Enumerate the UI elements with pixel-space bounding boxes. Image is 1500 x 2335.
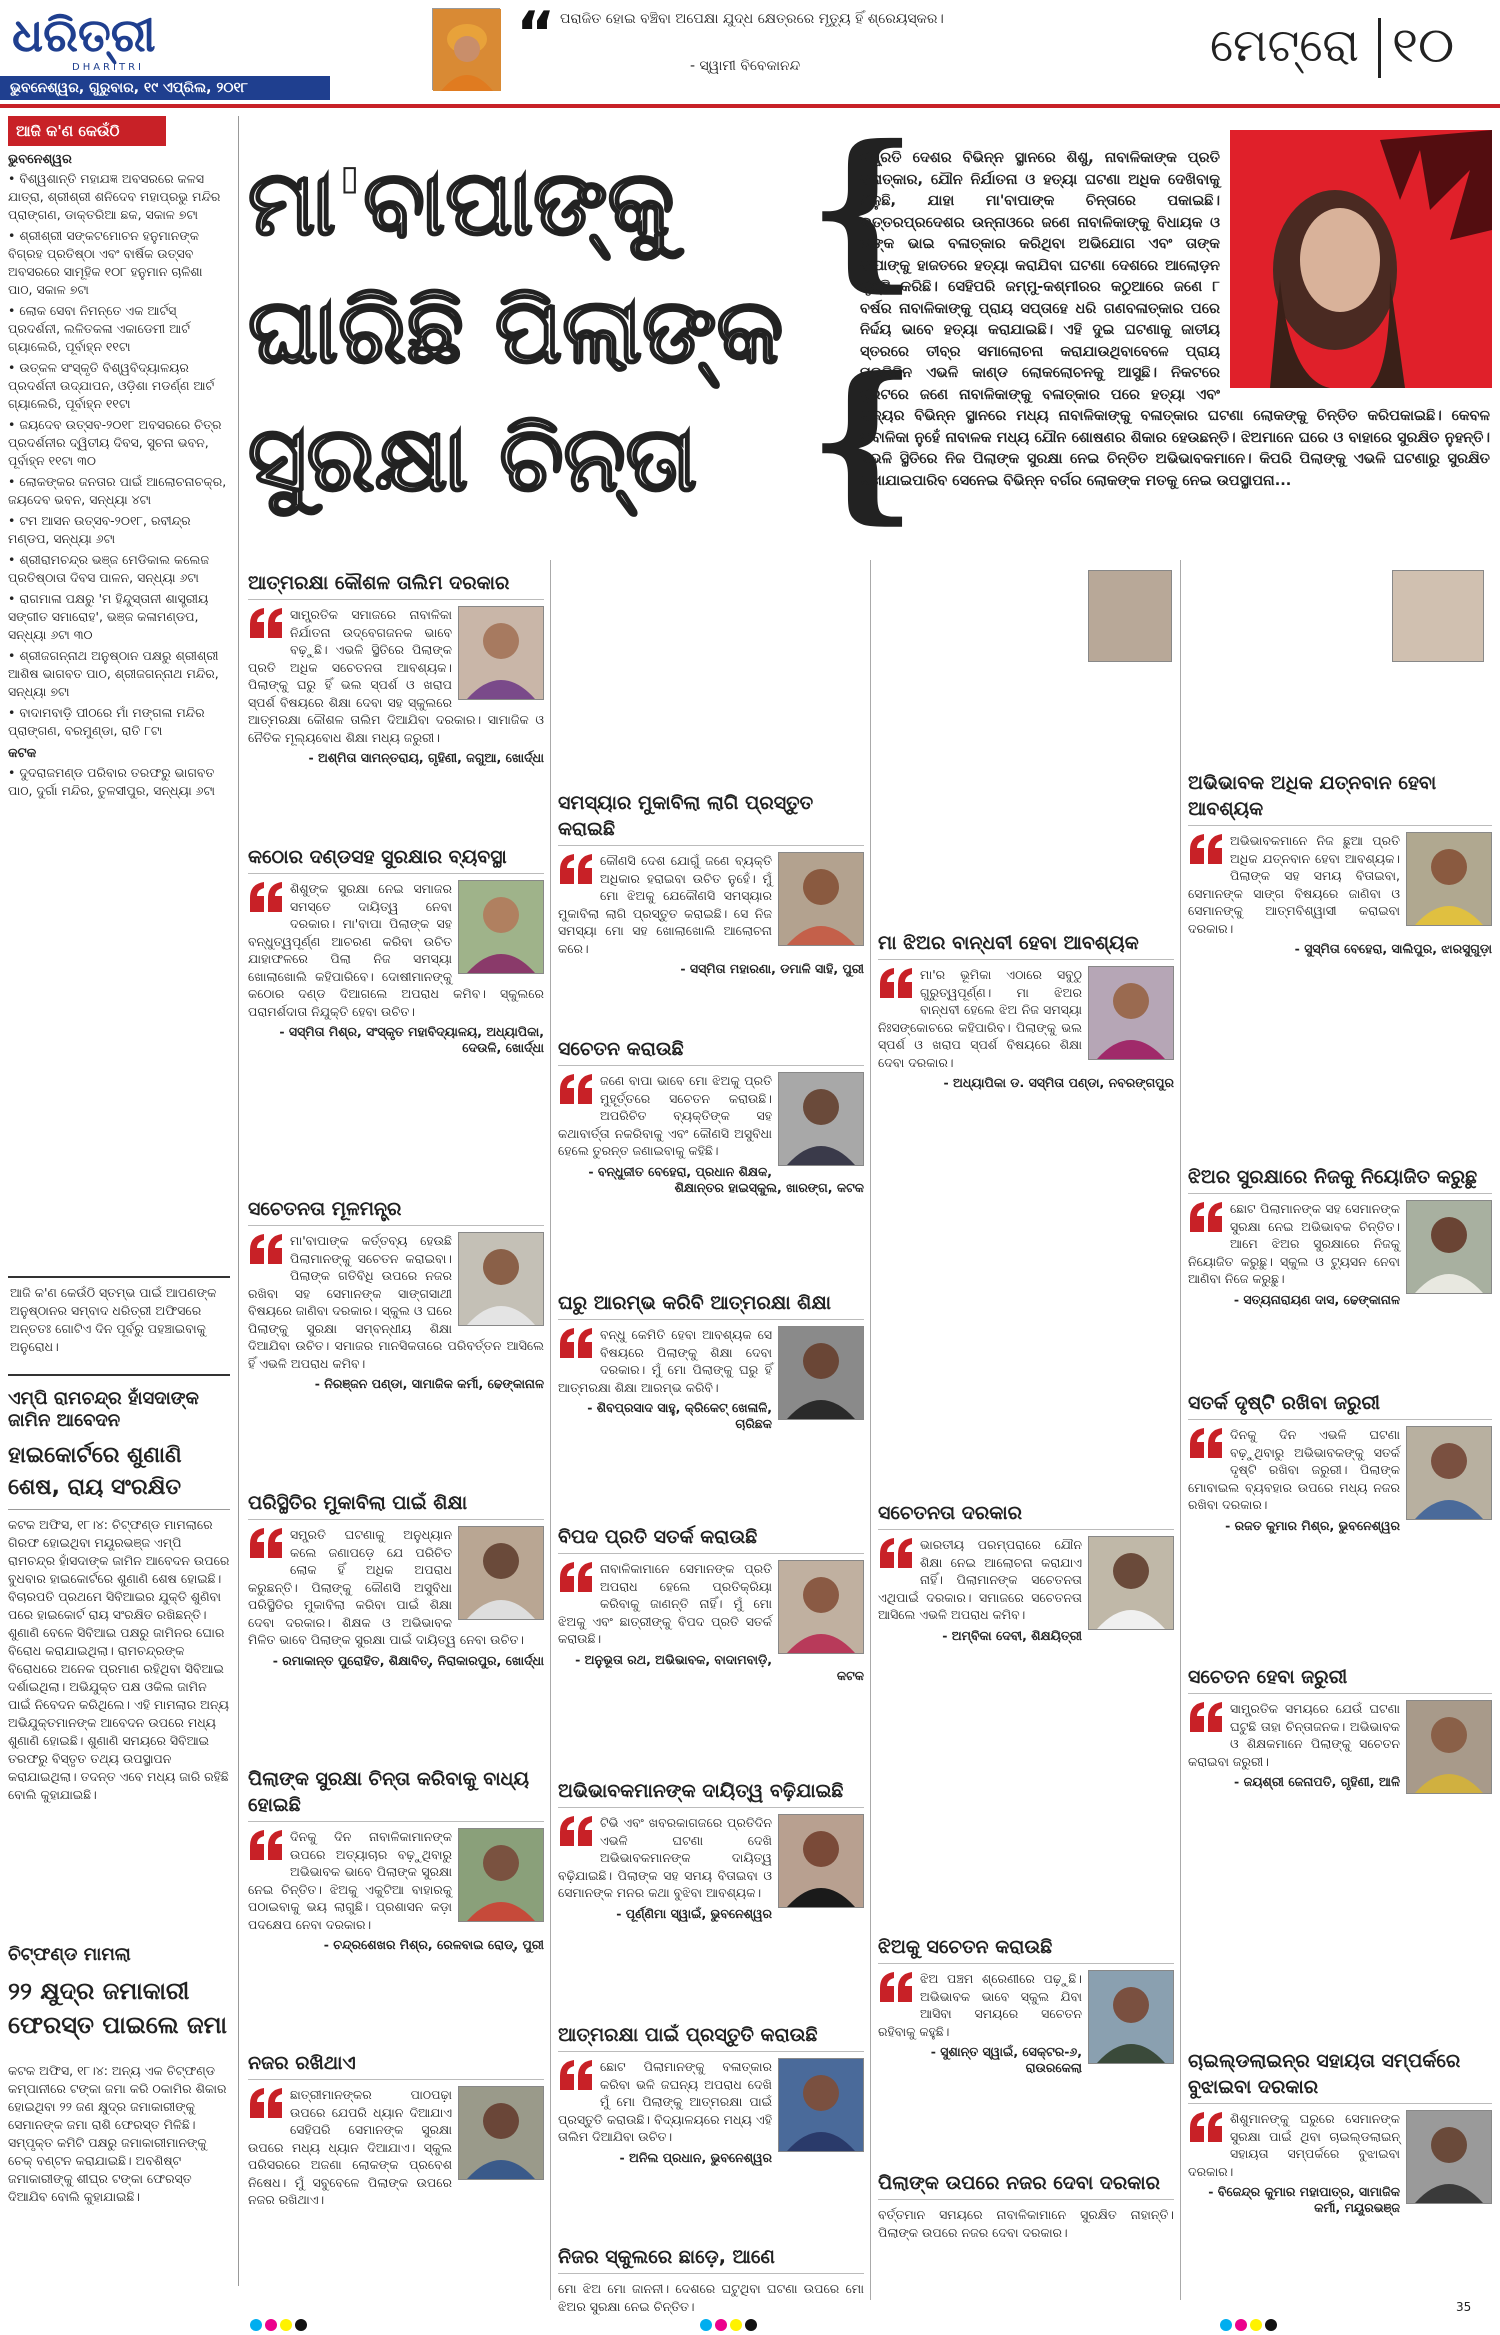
page-number: ୧୦: [1392, 16, 1455, 74]
events-city: ଭୁବନେଶ୍ୱର: [8, 152, 72, 167]
section-author: - ସୁଶାନ୍ତ ସ୍ୱାଇଁ, ସେକ୍ଟର-୬, ରାଉରକେଲା: [930, 2044, 1082, 2075]
section-author: - ଅଧ୍ୟାପିକା ଡ. ସସ୍ମିତା ପଣ୍ଡା, ନବରଙ୍ଗପୁର: [943, 1075, 1174, 1090]
event-item: • ବାଦାମବାଡ଼ି ପୀଠରେ ମାଁ ମଙ୍ଗଳା ମନ୍ଦିର ପ୍ରାଙ୍ଗଣ, ବରମୁଣ୍ଡା, ରାତି ୮ଟା: [8, 705, 205, 738]
side-story-headline: ହାଇକୋର୍ଟରେ ଶୁଣାଣି ଶେଷ, ରାୟ ସଂରକ୍ଷିତ: [8, 1440, 230, 1510]
opinion-section: [248, 1196, 544, 1486]
section-body: ମା'ବାପାଙ୍କ କର୍ତ୍ତବ୍ୟ ହେଉଛି ପିଲାମାନଙ୍କୁ ସଚେତନ କରାଇବା। ପିଲାଙ୍କ ଗତିବିଧି ଉପରେ ନଜର ରଖିବା ସହ ସେମାନଙ୍କ ସାଙ୍ଗସାଥୀ ବିଷୟରେ ଜାଣିବା ଦରକାର। ସ୍କୁଲ ଓ ଘରେ ପିଲାଙ୍କୁ ସୁରକ୍ଷା ସମ୍ବନ୍ଧୀୟ ଶିକ୍ଷା ଦିଆଯିବା ଉଚିତ। ସମାଜର ମାନସିକତାରେ ପରିବର୍ତ୍ତନ ଆସିଲେ ହିଁ ଏଭଳି ଅପରାଧ କମିବ।: [248, 1233, 544, 1371]
section-author: - ନିରଞ୍ଜନ ପଣ୍ଡା, ସାମାଜିକ କର୍ମୀ, ଢେଙ୍କାନାଳ: [314, 1376, 544, 1391]
quote-icon: [558, 1560, 594, 1600]
opinion-section: [1188, 2048, 1492, 2290]
contributor-photo: [1392, 570, 1484, 662]
event-item: • ବିଶ୍ୱଶାନ୍ତି ମହାଯଜ୍ଞ ଅବସରରେ କଳସ ଯାତ୍ରା, ଶ୍ରୀଶ୍ରୀ ଶନିଦେବ ମହାପ୍ରଭୁ ମନ୍ଦିର ପ୍ରାଙ୍ଗଣ, ଡାକ୍ତରିଆ ଛକ, ସକାଳ ୭ଟା: [8, 171, 221, 222]
contributor-photo: [778, 852, 864, 946]
quote-icon: [248, 880, 284, 920]
opinion-section: [558, 1036, 864, 1286]
section-author: - ସୁସ୍ମିତା ବେହେରା, ସାଲିପୁର, ଝାରସୁଗୁଡ଼ା: [1294, 941, 1492, 956]
side-story-headline: ୨୨ କ୍ଷୁଦ୍ର ଜମାକାରୀ ଫେରସ୍ତ ପାଇଲେ ଜମା: [8, 1977, 228, 2039]
quote-icon: [1188, 2110, 1224, 2150]
quote-icon: [558, 2058, 594, 2098]
contributor-photo: [1406, 1200, 1492, 1294]
section-title: ଚାଇଲ୍ଡଲାଇନ୍‌ର ସହାୟତା ସମ୍ପର୍କରେ ବୁଝାଇବା ଦରକାର: [1188, 2048, 1492, 2104]
section-author: - ଚନ୍ଦ୍ରଶେଖର ମିଶ୍ର, ରେଳବାଇ ରୋଡ୍, ପୁରୀ: [323, 1937, 544, 1952]
section-body: ମୋ ଝିଅ ମୋ ଜାନନୀ। ଦେଶରେ ଘଟୁଥିବା ଘଟଣା ଉପରେ ମୋ ଝିଅର ସୁରକ୍ଷା ନେଇ ଚିନ୍ତିତ।: [558, 2281, 864, 2314]
section-author: - ରମାକାନ୍ତ ପୁରୋହିତ, ଶିକ୍ଷାବିତ୍, ନିରାକାରପୁର, ଖୋର୍ଦ୍ଧା: [272, 1652, 544, 1668]
contributor-photo: [1406, 1426, 1492, 1520]
quote-icon: [1188, 1426, 1224, 1466]
opinion-section: [1188, 1390, 1492, 1660]
contributor-photo: [1406, 1700, 1492, 1794]
section-body: ସାମ୍ପ୍ରତିକ ସମାଜରେ ନାବାଳିକା ନିର୍ଯାତନା ଉଦ୍‌ବେଗଜନକ ଭାବେ ବଢ଼ୁଛି। ଏଭଳି ସ୍ଥିତିରେ ପିଲାଙ୍କ ପ୍ରତି ଅଧିକ ସଚେତନତା ଆବଶ୍ୟକ। ପିଲାଙ୍କୁ ଘରୁ ହିଁ ଭଲ ସ୍ପର୍ଶ ଓ ଖରାପ ସ୍ପର୍ଶ ବିଷୟରେ ଶିକ୍ଷା ଦେବା ସହ ସ୍କୁଲରେ ଆତ୍ମରକ୍ଷା କୌଶଳ ତାଲିମ ଦିଆଯିବା ଦରକାର। ସାମାଜିକ ଓ ନୈତିକ ମୂଲ୍ୟବୋଧ ଶିକ୍ଷା ମଧ୍ୟ ଜରୁରୀ।: [248, 607, 544, 745]
contributor-photo: [778, 1814, 864, 1908]
contributor-photo: [1406, 832, 1492, 926]
quote-icon: [1188, 1200, 1224, 1240]
contributor-photo: [458, 606, 544, 700]
section-body: ସାମ୍ପ୍ରତିକ ସମୟରେ ଯେଉଁ ଘଟଣା ଘଟୁଛି ତାହା ଚିନ୍ତାଜନକ। ଅଭିଭାବକ ଓ ଶିକ୍ଷକମାନେ ପିଲାଙ୍କୁ ସଚେତନ କରାଇବା ଜରୁରୀ।: [1188, 1701, 1400, 1769]
event-item: • ଶ୍ରୀଜଗନ୍ନାଥ ଅନୁଷ୍ଠାନ ପକ୍ଷରୁ ଶ୍ରୀଶ୍ରୀ ଆଶିଷ ଭାଗବତ ପାଠ, ଶ୍ରୀଜଗନ୍ନାଥ ମନ୍ଦିର, ସନ୍ଧ୍ୟା ୭ଟା: [8, 648, 219, 699]
opinion-section: [248, 1766, 544, 2042]
opinion-section: [248, 1490, 544, 1760]
contributor-photo: [1088, 1536, 1174, 1630]
quote-icon: [1188, 1700, 1224, 1740]
contributor-photo: [1088, 570, 1172, 662]
opinion-section: [878, 2170, 1174, 2290]
event-item: • ଲୋକଙ୍କର ଜନତାର ପାଇଁ ଆଲୋଚନାଚକ୍ର, ଜୟଦେବ ଭବନ, ସନ୍ଧ୍ୟା ୪ଟା: [8, 474, 227, 507]
section-author: - ଶିବପ୍ରସାଦ ସାହୁ, କ୍ରିକେଟ୍ ଖେଳାଳି, ଚାରିଛକ: [587, 1400, 772, 1431]
side-story-kicker: ଚିଟ୍‌ଫଣ୍ଡ ମାମଲା: [8, 1944, 131, 1965]
registration-marks: [250, 2316, 310, 2330]
section-author: - ଜୟଶ୍ରୀ ଜେନାପତି, ଗୃହିଣୀ, ଆଳି: [1234, 1774, 1400, 1789]
side-story-body: କଟକ ଅଫିସ, ୧୮।୪: ଅନ୍ୟ ଏକ ଚିଟ୍‌ଫଣ୍ଡ କମ୍ପାନୀରେ ଟଙ୍କା ଜମା କରି ଠକାମିର ଶିକାର ହୋଇଥିବା ୨୨ ଜଣ କ୍ଷୁଦ୍ର ଜମାକାରୀଙ୍କୁ ସେମାନଙ୍କ ଜମା ରାଶି ଫେରସ୍ତ ମିଳିଛି। ସମ୍ପୃକ୍ତ କମିଟି ପକ୍ଷରୁ ଜମାକାରୀମାନଙ୍କୁ ଚେକ୍ ବଣ୍ଟନ କରାଯାଇଛି। ଅବଶିଷ୍ଟ ଜମାକାରୀଙ୍କୁ ଶୀଘ୍ର ଟଙ୍କା ଫେରସ୍ତ ଦିଆଯିବ ବୋଲି କୁହାଯାଇଛି।: [8, 2063, 227, 2204]
event-item: • ଶ୍ରୀରାମଚନ୍ଦ୍ର ଭଞ୍ଜ ମେଡିକାଲ କଲେଜ ପ୍ରତିଷ୍ଠାତା ଦିବସ ପାଳନ, ସନ୍ଧ୍ୟା ୬ଟା: [8, 552, 209, 585]
event-item: • ଶ୍ରୀଶ୍ରୀ ସଙ୍କଟମୋଚନ ହନୁମାନଙ୍କ ବିଗ୍ରହ ପ୍ରତିଷ୍ଠା ଏବଂ ବାର୍ଷିକ ଉତ୍ସବ ଅବସରରେ ସାମୂହିକ ୧୦୮ ହନୁମାନ ଚାଳିଶା ପାଠ, ସକାଳ ୭ଟା: [8, 228, 203, 297]
section-author: - ସସ୍ମିତା ମିଶ୍ର, ସଂସ୍କୃତ ମହାବିଦ୍ୟାଳୟ, ଅଧ୍ୟାପିକା, ଦେଉଳି, ଖୋର୍ଦ୍ଧା: [279, 1024, 544, 1055]
quote-mark-icon: “: [516, 0, 556, 69]
section-body: ଭାରତୀୟ ପରମ୍ପରାରେ ଯୌନ ଶିକ୍ଷା ନେଇ ଆଲୋଚନା କରାଯାଏ ନାହିଁ। ପିଲାମାନଙ୍କ ସଚେତନତା ଏଥିପାଇଁ ଦରକାର। ସମାଜରେ ସଚେତନତା ଆସିଲେ ଏଭଳି ଅପରାଧ କମିବ।: [878, 1537, 1082, 1622]
section-body: ବନ୍ଧୁ କେମିତି ହେବା ଆବଶ୍ୟକ ସେ ବିଷୟରେ ପିଲାଙ୍କୁ ଶିକ୍ଷା ଦେବା ଦରକାର। ମୁଁ ମୋ ପିଲାଙ୍କୁ ଘରୁ ହିଁ ଆତ୍ମରକ୍ଷା ଶିକ୍ଷା ଆରମ୍ଭ କରିବି।: [558, 1327, 772, 1395]
opinion-section: [878, 1500, 1174, 1920]
section-body: ଦିନକୁ ଦିନ ଏଭଳି ଘଟଣା ବଢ଼ୁଥିବାରୁ ଅଭିଭାବକଙ୍କୁ ସତର୍କ ଦୃଷ୍ଟି ରଖିବା ଜରୁରୀ। ପିଲାଙ୍କ ମୋବାଇଲ ବ୍ୟବହାର ଉପରେ ମଧ୍ୟ ନଜର ରଖିବା ଦରକାର।: [1188, 1427, 1400, 1512]
quote-icon: [1188, 832, 1224, 872]
opinion-section: [248, 844, 544, 1144]
section-title: ନଜର ରଖିଥାଏ: [248, 2050, 544, 2080]
logo-subtext: DHARITRI: [72, 62, 144, 73]
opinion-section: [1188, 1664, 1492, 2044]
contributor-photo: [458, 2086, 544, 2180]
registration-marks: [700, 2316, 760, 2330]
bracket-icon: {: [808, 340, 918, 540]
events-note: ଆଜି କ'ଣ କେଉଁଠି ସ୍ତମ୍ଭ ପାଇଁ ଆପଣଙ୍କ ଅନୁଷ୍ଠାନର ସମ୍ବାଦ ଧରିତ୍ରୀ ଅଫିସରେ ଅନ୍ତତଃ ଗୋଟିଏ ଦିନ ପୂର୍ବରୁ ପହଞ୍ଚାଇବାକୁ ଅନୁରୋଧ।: [8, 1276, 230, 1376]
section-title: ଅଭିଭାବକ ଅଧିକ ଯତ୍ନବାନ ହେବା ଆବଶ୍ୟକ: [1188, 770, 1492, 826]
logo-text: ଧରିତ୍ରୀ: [12, 8, 156, 62]
opinion-section: [558, 1778, 864, 2018]
opinion-section: [558, 2244, 864, 2314]
event-item: • ଲୋକ ସେବା ନିମନ୍ତେ ଏକ ଆର୍ଟସ୍ ପ୍ରଦର୍ଶନୀ, ଲଳିତକଳା ଏକାଡେମୀ ଆର୍ଟ ଗ୍ୟାଲେରି, ପୂର୍ବାହ୍ନ ୧୧ଟା: [8, 303, 190, 354]
section-title: ନିଜର ସ୍କୁଲରେ ଛାଡ଼େ, ଆଣେ: [558, 2244, 864, 2274]
contributor-photo: [458, 1232, 544, 1326]
section-title: ଆତ୍ମରକ୍ଷା ପାଇଁ ପ୍ରସ୍ତୁତି କରାଉଛି: [558, 2022, 864, 2052]
quote-icon: [878, 1536, 914, 1576]
section-title: ସମସ୍ୟାର ମୁକାବିଲା ଲାଗି ପ୍ରସ୍ତୁତ କରାଇଛି: [558, 790, 864, 846]
section-body: ଛୋଟ ପିଲାମାନଙ୍କ ସହ ସେମାନଙ୍କ ସୁରକ୍ଷା ନେଇ ଅଭିଭାବକ ଚିନ୍ତିତ। ଆମେ ଝିଅର ସୁରକ୍ଷାରେ ନିଜକୁ ନିୟୋଜିତ କରୁଛୁ। ସ୍କୁଲ ଓ ଟ୍ୟୁସନ ନେବା ଆଣିବା ନିଜେ କରୁଛୁ।: [1188, 1201, 1400, 1286]
headline-line: ମା'ବାପାଙ୍କୁ: [248, 151, 675, 256]
contributor-photo: [778, 1560, 864, 1654]
masthead-rule: [0, 104, 1500, 108]
quote-icon: [248, 1828, 284, 1868]
section-title: ଝିଅକୁ ସଚେତନ କରାଉଛି: [878, 1934, 1174, 1964]
quote-icon: [558, 1072, 594, 1112]
opinion-section: [248, 2050, 544, 2290]
section-body: ବର୍ତ୍ତମାନ ସମୟରେ ନାବାଳିକାମାନେ ସୁରକ୍ଷିତ ନାହାନ୍ତି। ପିଲାଙ୍କ ଉପରେ ନଜର ଦେବା ଦରକାର।: [878, 2207, 1174, 2240]
section-body: ସମ୍ପ୍ରତି ଘଟଣାକୁ ଅନୁଧ୍ୟାନ କଲେ ଜଣାପଡ଼େ ଯେ ପରିଚିତ ଲୋକ ହିଁ ଅଧିକ ଅପରାଧ କରୁଛନ୍ତି। ପିଲାଙ୍କୁ କୌଣସି ଅସୁବିଧା ପରିସ୍ଥିତିର ମୁକାବିଲା କରିବା ପାଇଁ ଶିକ୍ଷା ଦେବା ଦରକାର। ଶିକ୍ଷକ ଓ ଅଭିଭାବକ ମିଳିତ ଭାବେ ପିଲାଙ୍କ ସୁରକ୍ଷା ପାଇଁ ଦାୟିତ୍ୱ ନେବା ଉଚିତ।: [248, 1527, 524, 1647]
section-title: ସଚେତନତା ଦରକାର: [878, 1500, 1174, 1530]
section-body: ଶିଶୁଙ୍କ ସୁରକ୍ଷା ନେଇ ସମାଜର ସମସ୍ତେ ଦାୟିତ୍ୱ ନେବା ଦରକାର। ମା'ବାପା ପିଲାଙ୍କ ସହ ବନ୍ଧୁତ୍ୱପୂର୍ଣ୍ଣ ଆଚରଣ କରିବା ଉଚିତ ଯାହାଫଳରେ ପିଲା ନିଜ ସମସ୍ୟା ଖୋଲାଖୋଲି କହିପାରିବେ। ଦୋଷୀମାନଙ୍କୁ କଠୋର ଦଣ୍ଡ ଦିଆଗଲେ ଅପରାଧ କମିବ। ସ୍କୁଲରେ ପରାମର୍ଶଦାତା ନିଯୁକ୍ତି ହେବା ଉଚିତ।: [248, 881, 544, 1019]
opinion-section: [1188, 770, 1492, 1160]
quote-icon: [248, 606, 284, 646]
section-title: ସଚେତନ କରାଉଛି: [558, 1036, 864, 1066]
event-item: • ଟମ ଆସନ ଉତ୍ସବ-୨୦୧୮, ରବୀନ୍ଦ୍ର ମଣ୍ଡପ, ସନ୍ଧ୍ୟା ୬ଟା: [8, 513, 191, 546]
section-body: ଛାତ୍ରୀମାନଙ୍କର ପାଠପଢ଼ା ଉପରେ ଯେପରି ଧ୍ୟାନ ଦିଆଯାଏ ସେହିପରି ସେମାନଙ୍କ ସୁରକ୍ଷା ଉପରେ ମଧ୍ୟ ଧ୍ୟାନ ଦିଆଯାଏ। ସ୍କୁଲ ପରିସରରେ ଅଜଣା ଲୋକଙ୍କ ପ୍ରବେଶ ନିଷେଧ। ମୁଁ ସବୁବେଳେ ପିଲାଙ୍କ ଉପରେ ନଜର ରଖିଥାଏ।: [248, 2087, 452, 2207]
section-author: - ବିଜେନ୍ଦ୍ର କୁମାର ମହାପାତ୍ର, ସାମାଜିକ କର୍ମୀ, ମୟୂରଭଞ୍ଜ: [1208, 2184, 1400, 2215]
section-author: - ଅଶ୍ମିତା ସାମନ୍ତରାୟ, ଗୃହିଣୀ, ଜଗୁଆ, ଖୋର୍ଦ୍ଧା: [308, 750, 544, 765]
side-story-body: କଟକ ଅଫିସ, ୧୮।୪: ଚିଟ୍‌ଫଣ୍ଡ ମାମଲାରେ ଗିରଫ ହୋଇଥିବା ମୟୂରଭଞ୍ଜ ଏମ୍‌ପି ରାମଚନ୍ଦ୍ର ହାଁସଦାଙ୍କ ଜାମିନ ଆବେଦନ ଉପରେ ବୁଧବାର ହାଇକୋର୍ଟରେ ଶୁଣାଣି ଶେଷ ହୋଇଛି। ବିଚାରପତି ପ୍ରଥମେ ସିବିଆଇର ଯୁକ୍ତି ଶୁଣିବା ପରେ ହାଇକୋର୍ଟ ରାୟ ସଂରକ୍ଷିତ ରଖିଛନ୍ତି। ଶୁଣାଣି ବେଳେ ସିବିଆଇ ପକ୍ଷରୁ ଜାମିନର ଘୋର ବିରୋଧ କରାଯାଇଥିଲା। ରାମଚନ୍ଦ୍ରଙ୍କ ବିରୋଧରେ ଅନେକ ପ୍ରମାଣ ରହିଥିବା ସିବିଆଇ ଦର୍ଶାଇଥିଲା। ଅଭିଯୁକ୍ତ ପକ୍ଷ ଓକିଲ ଜାମିନ ପାଇଁ ନିବେଦନ କରିଥିଲେ। ଏହି ମାମଲାର ଅନ୍ୟ ଅଭିଯୁକ୍ତମାନଙ୍କ ଆବେଦନ ଉପରେ ମଧ୍ୟ ଶୁଣାଣି ହୋଇଛି। ଶୁଣାଣି ସମୟରେ ସିବିଆଇ ତରଫରୁ ବିସ୍ତୃତ ତଥ୍ୟ ଉପସ୍ଥାପନ କରାଯାଇଥିଲା। ତଦନ୍ତ ଏବେ ମଧ୍ୟ ଜାରି ରହିଛି ବୋଲି କୁହାଯାଇଛି।: [8, 1517, 230, 1802]
opinion-section: [248, 570, 544, 840]
section-body: ଝିଅ ପଞ୍ଚମ ଶ୍ରେଣୀରେ ପଢ଼ୁଛି। ଅଭିଭାବକ ଭାବେ ସ୍କୁଲ ଯିବା ଆସିବା ସମୟରେ ସଚେତନ ରହିବାକୁ କହୁଛି।: [878, 1971, 1082, 2039]
events-city: କଟକ: [8, 746, 37, 761]
contributor-photo: [458, 1526, 544, 1620]
contributor-photo: [778, 2058, 864, 2152]
events-title: ଆଜି କ'ଣ କେଉଁଠି: [8, 116, 166, 146]
section-divider: [1378, 18, 1381, 78]
events-listing: [8, 116, 230, 1266]
quote-icon: [878, 1970, 914, 2010]
section-title: କଠୋର ଦଣ୍ଡସହ ସୁରକ୍ଷାର ବ୍ୟବସ୍ଥା: [248, 844, 544, 874]
contributor-photo: [778, 1072, 864, 1166]
opinion-section: [558, 1290, 864, 1520]
top-quote-author: - ସ୍ୱାମୀ ବିବେକାନନ୍ଦ: [690, 58, 801, 74]
quote-icon: [558, 1326, 594, 1366]
section-title: ଝିଅର ସୁରକ୍ଷାରେ ନିଜକୁ ନିୟୋଜିତ କରୁଛୁ: [1188, 1164, 1492, 1194]
section-body: କୌଣସି ଦେଶ ଯୋଗୁଁ ଜଣେ ବ୍ୟକ୍ତି ଅଧିକାର ହରାଇବା ଉଚିତ ନୁହେଁ। ମୁଁ ମୋ ଝିଅକୁ ଯେକୌଣସି ସମସ୍ୟାର ମୁକାବିଲା ଲାଗି ପ୍ରସ୍ତୁତ କରାଇଛି। ସେ ନିଜ ସମସ୍ୟା ମୋ ସହ ଖୋଲାଖୋଲି ଆଲୋଚନା କରେ।: [558, 853, 772, 956]
page-folio: 35: [1456, 2300, 1472, 2314]
girl-silhouette-icon: [1230, 130, 1492, 388]
event-item: • ରାଗମାଳା ପକ୍ଷରୁ 'ମ ହିନ୍ଦୁସ୍ତାନୀ ଶାସ୍ତ୍ରୀୟ ସଙ୍ଗୀତ ସମାରୋହ', ଭଞ୍ଜ କଳାମଣ୍ଡପ, ସନ୍ଧ୍ୟା ୬ଟା ୩୦: [8, 591, 209, 642]
section-title: ପିଲାଙ୍କ ଉପରେ ନଜର ଦେବା ଦରକାର: [878, 2170, 1174, 2200]
section-title: ବିପଦ ପ୍ରତି ସତର୍କ କରାଉଛି: [558, 1524, 864, 1554]
registration-marks: [1220, 2316, 1280, 2330]
headline-line: ସୁରକ୍ଷା ଚିନ୍ତା: [248, 407, 698, 512]
section-body: ଛୋଟ ପିଲାମାନଙ୍କୁ ବଳାତ୍କାର କରିବା ଭଳି ଜଘନ୍ୟ ଅପରାଧ ଦେଖି ମୁଁ ମୋ ପିଲାଙ୍କୁ ଆତ୍ମରକ୍ଷା ପାଇଁ ପ୍ରସ୍ତୁତି କରାଉଛି। ବିଦ୍ୟାଳୟରେ ମଧ୍ୟ ଏହି ତାଲିମ ଦିଆଯିବା ଉଚିତ।: [558, 2059, 772, 2144]
section-author: - ପୂର୍ଣ୍ଣିମା ସ୍ୱାଇଁ, ଭୁବନେଶ୍ୱର: [616, 1905, 772, 1921]
column-rule: [238, 116, 239, 2286]
section-body: ଶିଶୁମାନଙ୍କୁ ଘରୁରେ ସେମାନଙ୍କ ସୁରକ୍ଷା ପାଇଁ ଥିବା ଚାଇଲ୍ଡଲାଇନ୍ ସହାୟତା ସମ୍ପର୍କରେ ବୁଝାଇବା ଦରକାର।: [1188, 2111, 1400, 2179]
section-body: ଦିନକୁ ଦିନ ନାବାଳିକାମାନଙ୍କ ଉପରେ ଅତ୍ୟାଚାର ବଢ଼ୁଥିବାରୁ ଅଭିଭାବକ ଭାବେ ପିଲାଙ୍କ ସୁରକ୍ଷା ନେଇ ଚିନ୍ତିତ। ଝିଅକୁ ଏକୁଟିଆ ବାହାରକୁ ପଠାଇବାକୁ ଭୟ ଲାଗୁଛି। ପ୍ରଶାସନ କଡ଼ା ପଦକ୍ଷେପ ନେବା ଦରକାର।: [248, 1829, 452, 1932]
section-body: ମା'ର ଭୂମିକା ଏଠାରେ ସବୁଠୁ ଗୁରୁତ୍ୱପୂର୍ଣ୍ଣ। ମା ଝିଅର ବାନ୍ଧବୀ ହେଲେ ଝିଅ ନିଜ ସମସ୍ୟା ନିଃସଙ୍କୋଚରେ କହିପାରିବ। ପିଲାଙ୍କୁ ଭଲ ସ୍ପର୍ଶ ଓ ଖରାପ ସ୍ପର୍ଶ ବିଷୟରେ ଶିକ୍ଷା ଦେବା ଦରକାର।: [878, 967, 1082, 1070]
section-body: ଜଣେ ବାପା ଭାବେ ମୋ ଝିଅକୁ ପ୍ରତି ମୁହୂର୍ତ୍ତରେ ସଚେତନ କରାଉଛି। ଅପରିଚିତ ବ୍ୟକ୍ତିଙ୍କ ସହ କଥାବାର୍ତ୍ତା ନକରିବାକୁ ଏବଂ କୌଣସି ଅସୁବିଧା ହେଲେ ତୁରନ୍ତ ଜଣାଇବାକୁ କହିଛି।: [558, 1073, 772, 1158]
section-author: - ଅମ୍ବିକା ଦେବୀ, ଶିକ୍ଷୟିତ୍ରୀ: [942, 1627, 1082, 1643]
quote-icon: [878, 966, 914, 1006]
dateline: ଭୁବନେଶ୍ୱର, ଗୁରୁବାର, ୧୯ ଏପ୍ରିଲ, ୨୦୧୮: [0, 76, 330, 100]
event-item: • ଦୁଦରାଜମଣ୍ଡ ପରିବାର ତରଫରୁ ଭାଗବତ ପାଠ, ଦୁର୍ଗା ମନ୍ଦିର, ତୁଳସୀପୁର, ସନ୍ଧ୍ୟା ୬ଟା: [8, 765, 216, 798]
quote-icon: [248, 2086, 284, 2126]
section-body: ଅଭିଭାବକମାନେ ନିଜ ଛୁଆ ପ୍ରତି ଅଧିକ ଯତ୍ନବାନ ହେବା ଆବଶ୍ୟକ। ପିଲାଙ୍କ ସହ ସମୟ ବିତାଇବା, ସେମାନଙ୍କ ସାଙ୍ଗ ବିଷୟରେ ଜାଣିବା ଓ ସେମାନଙ୍କୁ ଆତ୍ମବିଶ୍ୱାସୀ କରାଇବା ଦରକାର।: [1188, 833, 1400, 936]
headline-line: ଘାରିଛି ପିଲାଙ୍କ: [248, 279, 784, 384]
section-author: - ଅନୁଭୂତା ରଥ, ଅଭିଭାବକ, ବାଦାମବାଡ଼ି, କଟକ: [575, 1651, 864, 1683]
section-title: ସଚେତନ ହେବା ଜରୁରୀ: [1188, 1664, 1492, 1694]
portrait-illustration-icon: [433, 9, 501, 91]
opinion-section: [558, 2022, 864, 2242]
bracket-icon: {: [808, 108, 918, 308]
contributor-photo: [1406, 2110, 1492, 2204]
lead-illustration: [1230, 130, 1492, 388]
contributor-photo: [458, 1828, 544, 1922]
section-author: - ସତ୍ୟନାରାୟଣ ଦାସ, ଢେଙ୍କାନାଳ: [1233, 1291, 1400, 1307]
newspaper-logo: [12, 8, 232, 86]
event-item: • ଜୟଦେବ ଉତ୍ସବ-୨୦୧୮ ଅବସରରେ ଚିତ୍ର ପ୍ରଦର୍ଶନୀର ଦ୍ୱିତୀୟ ଦିବସ, ସୁଚନା ଭବନ, ପୂର୍ବାହ୍ନ ୧୧ଟା ୩୦: [8, 417, 222, 468]
column-rule: [1180, 560, 1181, 2300]
section-author: - ସସ୍ମିତା ମହାରଣା, ଡମାଳି ସାହି, ପୁରୀ: [680, 961, 864, 976]
opinion-section: [878, 930, 1174, 1230]
section-title: ପିଲାଙ୍କ ସୁରକ୍ଷା ଚିନ୍ତା କରିବାକୁ ବାଧ୍ୟ ହୋଇଛି: [248, 1766, 544, 1822]
section-title: ଘରୁ ଆରମ୍ଭ କରିବି ଆତ୍ମରକ୍ଷା ଶିକ୍ଷା: [558, 1290, 864, 1320]
opinion-section: [878, 1934, 1174, 2164]
section-author: - ବନ୍ଧୁଜୀତ ବେହେରା, ପ୍ରଧାନ ଶିକ୍ଷକ, ଶିକ୍ଷାନ୍ତର ହାଇସ୍କୁଲ, ଖାରଙ୍ଗ, କଟକ: [588, 1163, 864, 1195]
section-title: ପରିସ୍ଥିତିର ମୁକାବିଲା ପାଇଁ ଶିକ୍ଷା: [248, 1490, 544, 1520]
section-name: ମେଟ୍ରୋ: [1210, 18, 1359, 72]
main-headline: [248, 140, 798, 540]
section-body: ନାବାଳିକାମାନେ ସେମାନଙ୍କ ପ୍ରତି ଅପରାଧ ହେଲେ ପ୍ରତିକ୍ରିୟା କରିବାକୁ ଜାଣନ୍ତି ନାହିଁ। ମୁଁ ମୋ ଝିଅକୁ ଏବଂ ଛାତ୍ରୀଙ୍କୁ ବିପଦ ପ୍ରତି ସତର୍କ କରାଉଛି।: [558, 1561, 772, 1646]
quote-icon: [248, 1232, 284, 1272]
opinion-section: [558, 790, 864, 1030]
contributor-photo: [458, 880, 544, 974]
top-quote: ପରାଜିତ ହୋଇ ବଞ୍ଚିବା ଅପେକ୍ଷା ଯୁଦ୍ଧ କ୍ଷେତ୍ରରେ ମୃତ୍ୟୁ ହିଁ ଶ୍ରେୟସ୍କର।: [560, 11, 944, 27]
quote-portrait: [432, 8, 500, 90]
section-author: - ରଜତ କୁମାର ମିଶ୍ର, ଭୁବନେଶ୍ୱର: [1225, 1517, 1400, 1533]
section-title: ସତର୍କ ଦୃଷ୍ଟି ରଖିବା ଜରୁରୀ: [1188, 1390, 1492, 1420]
column-rule: [550, 560, 551, 2300]
section-body: ଟିଭି ଏବଂ ଖବରକାଗଜରେ ପ୍ରତିଦିନ ଏଭଳି ଘଟଣା ଦେଖି ଅଭିଭାବକମାନଙ୍କ ଦାୟିତ୍ୱ ବଢ଼ିଯାଇଛି। ପିଲାଙ୍କ ସହ ସମୟ ବିତାଇବା ଓ ସେମାନଙ୍କ ମନର କଥା ବୁଝିବା ଆବଶ୍ୟକ।: [558, 1815, 772, 1900]
quote-icon: [558, 852, 594, 892]
contributor-photo: [1088, 966, 1174, 1060]
column-rule: [870, 560, 871, 2300]
section-title: ମା ଝିଅର ବାନ୍ଧବୀ ହେବା ଆବଶ୍ୟକ: [878, 930, 1174, 960]
opinion-section: [558, 1524, 864, 1774]
quote-icon: [558, 1814, 594, 1854]
quote-icon: [248, 1526, 284, 1566]
section-title: ଆତ୍ମରକ୍ଷା କୌଶଳ ତାଲିମ ଦରକାର: [248, 570, 544, 600]
side-story-kicker: ଏମ୍‌ପି ରାମଚନ୍ଦ୍ର ହାଁସଦାଙ୍କ ଜାମିନ ଆବେଦନ: [8, 1388, 199, 1431]
lead-text: ସମ୍ପ୍ରତି ଦେଶର ବିଭିନ୍ନ ସ୍ଥାନରେ ଶିଶୁ, ନାବାଳିକାଙ୍କ ପ୍ରତି ବଳାତ୍କାର, ଯୌନ ନିର୍ଯାତନା ଓ ହତ୍ୟା ଘଟଣା ଅଧିକ ଦେଖିବାକୁ ମିଳୁଛି, ଯାହା ମା'ବାପାଙ୍କ ଚିନ୍ତାରେ ପକାଇଛି। ଉତ୍ତରପ୍ରଦେଶର ଉନ୍ନାଓରେ ଜଣେ ନାବାଳିକାଙ୍କୁ ବିଧାୟକ ଓ ତାଙ୍କ ଭାଇ ବଳାତ୍କାର କରିଥିବା ଅଭିଯୋଗ ଏବଂ ତାଙ୍କ ବାପାଙ୍କୁ ହାଜତରେ ହତ୍ୟା କରାଯିବା ଘଟଣା ଦେଶରେ ଆଲୋଡ଼ନ ସୃଷ୍ଟି କରିଛି। ସେହିପରି ଜମ୍ମୁ-କଶ୍ମୀରର କଠୁଆରେ ଜଣେ ୮ ବର୍ଷର ନାବାଳିକାଙ୍କୁ ପ୍ରାୟ ସପ୍ତାହେ ଧରି ଗଣବଳାତ୍କାର ପରେ ନିର୍ଦ୍ଦୟ ଭାବେ ହତ୍ୟା କରାଯାଇଛି। ଏହି ଦୁଇ ଘଟଣାକୁ ଜାତୀୟ ସ୍ତରରେ ତୀବ୍ର ସମାଲୋଚନା କରାଯାଉଥିବାବେଳେ ପ୍ରାୟ ପ୍ରତିଦିନ ଏଭଳି କାଣ୍ଡ ଲୋକଲୋଚନକୁ ଆସୁଛି। ନିକଟରେ ସୁରଟରେ ଜଣେ ନାବାଳିକାଙ୍କୁ ବଳାତ୍କାର ପରେ ହତ୍ୟା ଏବଂ ରାଜ୍ୟର ବିଭିନ୍ନ ସ୍ଥାନରେ ମଧ୍ୟ ନାବାଳିକାଙ୍କୁ ବଳାତ୍କାର ଘଟଣା ଲୋକଙ୍କୁ ଚିନ୍ତିତ କରିପକାଇଛି। କେବଳ ନାବାଳିକା ନୁହେଁ ନାବାଳକ ମଧ୍ୟ ଯୌନ ଶୋଷଣର ଶିକାର ହେଉଛନ୍ତି। ଝିଅମାନେ ଘରେ ଓ ବାହାରେ ସୁରକ୍ଷିତ ନୁହନ୍ତି। ଏଭଳି ସ୍ଥିତିରେ ନିଜ ପିଲାଙ୍କ ସୁରକ୍ଷା ନେଇ ଚିନ୍ତିତ ଅଭିଭାବକମାନେ। କିପରି ପିଲାଙ୍କୁ ଏଭଳି ଘଟଣାରୁ ସୁରକ୍ଷିତ ରଖାଯାଇପାରିବ ସେନେଇ ବିଭିନ୍ନ ବର୍ଗର ଲୋକଙ୍କ ମତକୁ ନେଇ ଉପସ୍ଥାପନା...: [860, 150, 1490, 489]
section-title: ଅଭିଭାବକମାନଙ୍କ ଦାୟିତ୍ୱ ବଢ଼ିଯାଇଛି: [558, 1778, 864, 1808]
section-author: - ଅନିଲ ପ୍ରଧାନ, ଭୁବନେଶ୍ୱର: [619, 2149, 772, 2165]
opinion-section: [1188, 1164, 1492, 1384]
contributor-photo: [778, 1326, 864, 1420]
event-item: • ଉତ୍କଳ ସଂସ୍କୃତି ବିଶ୍ୱବିଦ୍ୟାଳୟର ପ୍ରଦର୍ଶନୀ ଉଦ୍‌ଯାପନ, ଓଡ଼ିଶା ମଡର୍ଣ୍ଣ ଆର୍ଟ ଗ୍ୟାଲେରି, ପୂର୍ବାହ୍ନ ୧୧ଟା: [8, 360, 215, 411]
contributor-photo: [1088, 1970, 1174, 2064]
section-title: ସଚେତନତା ମୂଳମନ୍ତ୍ର: [248, 1196, 544, 1226]
